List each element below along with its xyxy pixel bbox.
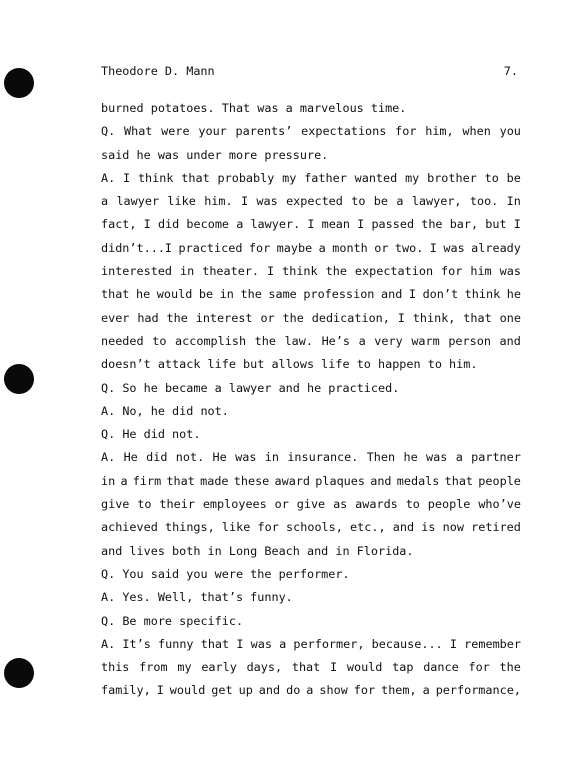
page-number: 7.	[503, 64, 518, 78]
transcript-line: interested in theater. I think the expectation for him was	[101, 264, 521, 279]
transcript-line: family, I would get up and do a show for them, a performance,	[101, 683, 521, 698]
transcript-line: needed to accomplish the law. He’s a very warm person and	[101, 333, 521, 348]
page-header	[101, 64, 518, 78]
transcript-line: A. Yes. Well, that’s funny.	[101, 590, 293, 605]
transcript-line: didn’t...I practiced for maybe a month or two. I was already	[101, 240, 521, 255]
binder-hole-bottom	[4, 658, 34, 688]
transcript-line: said he was under more pressure.	[101, 147, 329, 162]
transcript-body	[101, 97, 521, 703]
transcript-line: A. I think that probably my father wanted my brother to be	[101, 170, 521, 185]
binder-hole-top	[4, 68, 34, 98]
transcript-line: give to their employees or give as awards to people who’ve	[101, 497, 521, 512]
transcript-line: Q. He did not.	[101, 427, 201, 442]
transcript-line: Q. You said you were the performer.	[101, 566, 350, 581]
transcript-line: Q. What were your parents’ expectations for him, when you	[101, 124, 521, 139]
transcript-line: Q. So he became a lawyer and he practiced.	[101, 380, 400, 395]
transcript-line: doesn’t attack life but allows life to happen to him.	[101, 357, 478, 372]
transcript-line: fact, I did become a lawyer. I mean I passed the bar, but I	[101, 217, 521, 232]
transcript-line: this from my early days, that I would tap dance for the	[101, 660, 521, 675]
transcript-line: Q. Be more specific.	[101, 613, 244, 628]
transcript-line: A. It’s funny that I was a performer, because... I remember	[101, 636, 521, 651]
binder-hole-middle	[4, 364, 34, 394]
transcript-line: and lives both in Long Beach and in Florida.	[101, 543, 414, 558]
transcript-line: ever had the interest or the dedication, I think, that one	[101, 310, 521, 325]
transcript-line: that he would be in the same profession and I don’t think he	[101, 287, 521, 302]
transcript-line: A. No, he did not.	[101, 403, 229, 418]
transcript-line: achieved things, like for schools, etc., and is now retired	[101, 520, 521, 535]
transcript-line: burned potatoes. That was a marvelous time.	[101, 101, 407, 115]
transcript-line: in a firm that made these award plaques and medals that people	[101, 473, 521, 488]
header-name: Theodore D. Mann	[101, 64, 215, 78]
transcript-line: a lawyer like him. I was expected to be a lawyer, too. In	[101, 194, 521, 209]
transcript-line: A. He did not. He was in insurance. Then he was a partner	[101, 450, 521, 465]
